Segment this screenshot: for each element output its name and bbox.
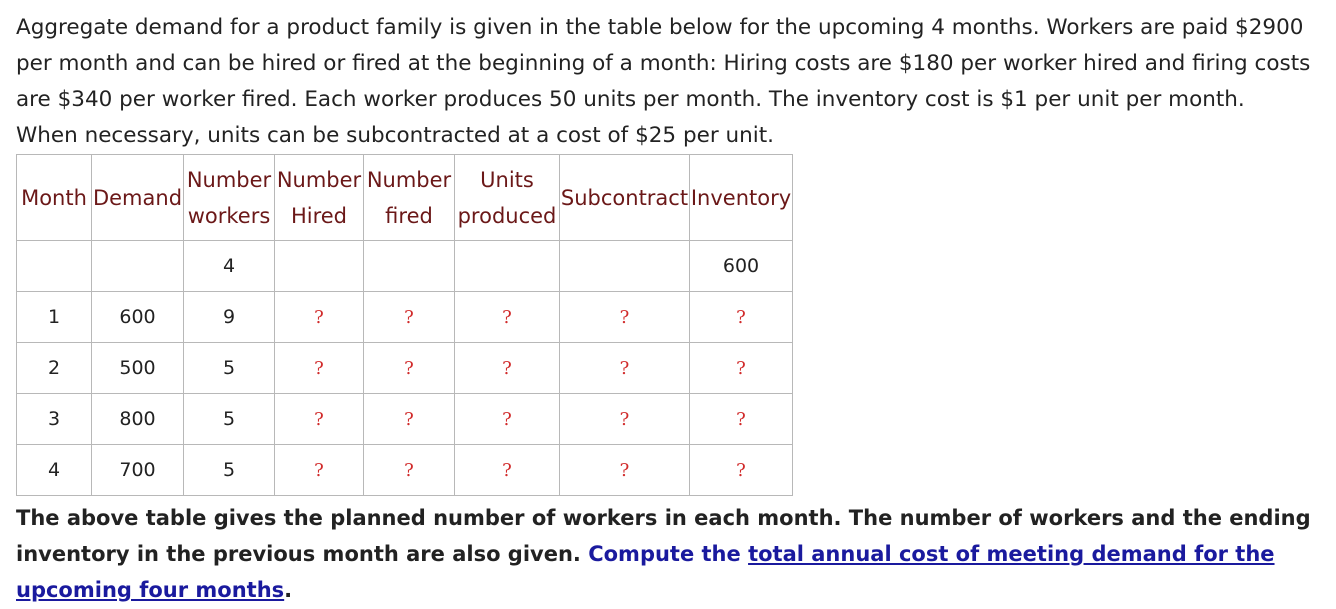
cell-workers: 5 (184, 394, 275, 445)
cell-month: 1 (17, 292, 92, 343)
task-compute-text: Compute the (588, 542, 749, 566)
problem-line-2: per month and can be hired or fired at the beginning of a month: Hiring costs are $180 per worker hired and firing costs (16, 51, 1311, 76)
header-units-produced: Units produced (455, 155, 560, 241)
header-number-hired: Number Hired (275, 155, 364, 241)
cell-workers: 5 (184, 445, 275, 496)
table-row-month-3 (17, 394, 793, 445)
cell-hired: ? (275, 394, 364, 445)
cell-hired: ? (275, 445, 364, 496)
cell-workers: 9 (184, 292, 275, 343)
cell-fired: ? (364, 292, 455, 343)
cell-month: 4 (17, 445, 92, 496)
table-row-month-2 (17, 343, 793, 394)
header-month: Month (17, 155, 92, 241)
cell-demand: 800 (92, 394, 184, 445)
table-row-month-4 (17, 445, 793, 496)
cell-workers: 5 (184, 343, 275, 394)
cell-inventory: ? (690, 394, 793, 445)
cell-subcontract (560, 241, 690, 292)
table-row-initial (17, 241, 793, 292)
cell-subcontract: ? (560, 343, 690, 394)
task-highlighted-text: total annual cost of meeting demand for the upcoming four months (16, 542, 1275, 602)
cell-fired (364, 241, 455, 292)
header-demand: Demand (92, 155, 184, 241)
cell-units-produced: ? (455, 445, 560, 496)
cell-units-produced (455, 241, 560, 292)
cell-demand: 600 (92, 292, 184, 343)
cell-demand (92, 241, 184, 292)
cell-units-produced: ? (455, 292, 560, 343)
cell-inventory: ? (690, 292, 793, 343)
task-period: . (284, 578, 293, 602)
cell-month: 2 (17, 343, 92, 394)
cell-workers: 4 (184, 241, 275, 292)
problem-line-1: Aggregate demand for a product family is given in the table below for the upcoming 4 months. Workers are paid $2900 (16, 15, 1304, 40)
aggregate-plan-table (16, 154, 793, 496)
cell-hired (275, 241, 364, 292)
problem-line-4: When necessary, units can be subcontracted at a cost of $25 per unit. (16, 123, 774, 148)
cell-inventory: 600 (690, 241, 793, 292)
cell-fired: ? (364, 394, 455, 445)
cell-hired: ? (275, 343, 364, 394)
cell-fired: ? (364, 445, 455, 496)
header-number-fired: Number fired (364, 155, 455, 241)
cell-inventory: ? (690, 445, 793, 496)
header-subcontract: Subcontract (560, 155, 690, 241)
cell-inventory: ? (690, 343, 793, 394)
cell-subcontract: ? (560, 445, 690, 496)
task-context-text: The above table gives the planned number of workers in each month. The number of workers and the ending inventory in the previous month are also given. (16, 506, 1311, 566)
header-number-workers: Number workers (184, 155, 275, 241)
cell-fired: ? (364, 343, 455, 394)
cell-units-produced: ? (455, 343, 560, 394)
table-row-month-1 (17, 292, 793, 343)
cell-units-produced: ? (455, 394, 560, 445)
cell-subcontract: ? (560, 394, 690, 445)
cell-hired: ? (275, 292, 364, 343)
problem-statement (16, 10, 1316, 154)
problem-line-3: are $340 per worker fired. Each worker produces 50 units per month. The inventory cost is $1 per unit per month. (16, 87, 1245, 112)
cell-subcontract: ? (560, 292, 690, 343)
cell-month (17, 241, 92, 292)
cell-demand: 700 (92, 445, 184, 496)
header-inventory: Inventory (690, 155, 793, 241)
cell-month: 3 (17, 394, 92, 445)
cell-demand: 500 (92, 343, 184, 394)
task-instructions (16, 500, 1316, 608)
table-header-row (17, 155, 793, 241)
